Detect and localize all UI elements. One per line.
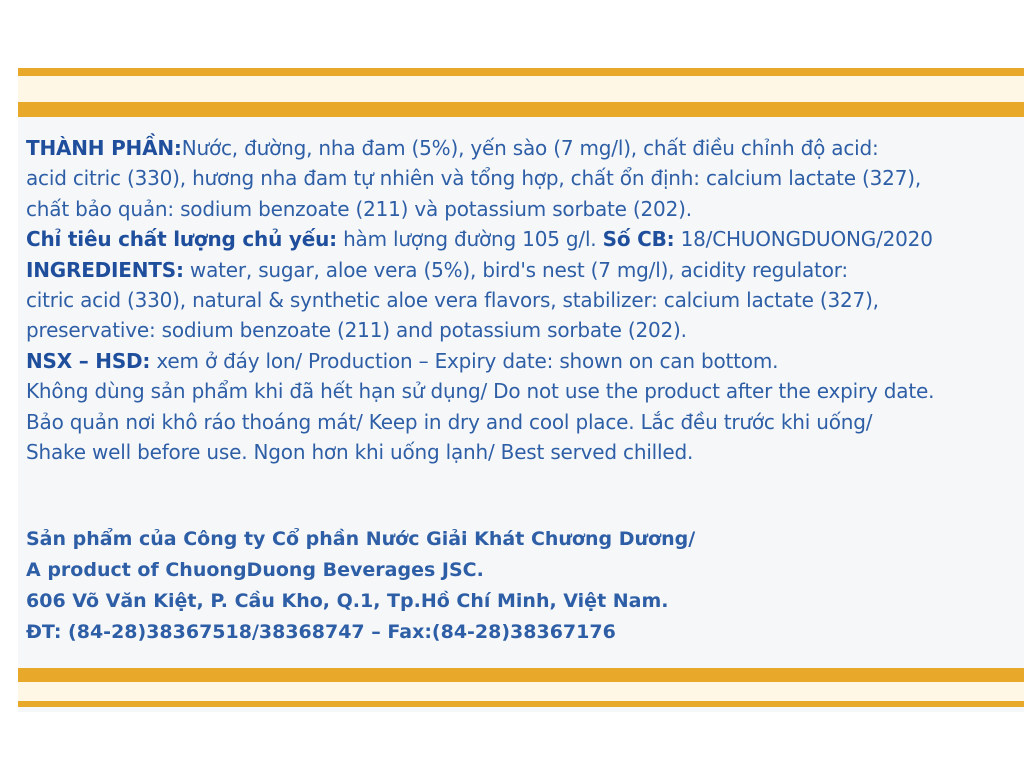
ingredients-vi-heading: THÀNH PHẦN:	[26, 136, 182, 160]
top-thin-stripe	[18, 68, 1024, 76]
dates-text: xem ở đáy lon/ Production – Expiry date: shown on can bottom.	[150, 348, 779, 373]
dates-line	[26, 346, 1016, 376]
cb-heading: Số CB:	[602, 227, 675, 252]
product-label	[18, 68, 1024, 712]
ingredients-vi-line-3: chất bảo quản: sodium benzoate (211) và potassium sorbate (202).	[26, 196, 692, 221]
quality-line	[26, 224, 1016, 254]
company-line-1: Sản phẩm của Công ty Cổ phần Nước Giải Khát Chương Dương/	[26, 528, 696, 550]
cb-value: 18/CHUONGDUONG/2020	[674, 227, 933, 252]
company-phone-fax: ĐT: (84-28)38367518/38368747 – Fax:(84-28)38367176	[26, 621, 616, 643]
ingredients-en-text-1: water, sugar, aloe vera (5%), bird's nest (7 mg/l), acidity regulator:	[183, 257, 848, 282]
top-thick-stripe	[18, 102, 1024, 117]
usage-line-2: Bảo quản nơi khô ráo thoáng mát/ Keep in dry and cool place. Lắc đều trước khi uống/	[26, 409, 873, 434]
ingredients-en-heading: INGREDIENTS:	[26, 257, 184, 282]
quality-heading: Chỉ tiêu chất lượng chủ yếu:	[26, 227, 337, 252]
bottom-pale-band	[18, 682, 1024, 701]
bottom-thick-stripe	[18, 668, 1024, 682]
usage-line-3: Shake well before use. Ngon hơn khi uống lạnh/ Best served chilled.	[26, 439, 694, 464]
ingredients-en-line-2: citric acid (330), natural & synthetic aloe vera flavors, stabilizer: calcium lactate (327),	[26, 287, 879, 312]
ingredients-vi-line-2: acid citric (330), hương nha đam tự nhiên và tổng hợp, chất ổn định: calcium lactate (327),	[26, 166, 921, 191]
label-text-block	[26, 133, 1016, 467]
ingredients-en-line-3: preservative: sodium benzoate (211) and potassium sorbate (202).	[26, 318, 687, 343]
usage-line-1: Không dùng sản phẩm khi đã hết hạn sử dụng/ Do not use the product after the expiry date.	[26, 379, 935, 404]
top-pale-band	[18, 76, 1024, 102]
company-line-2: A product of ChuongDuong Beverages JSC.	[26, 559, 484, 581]
quality-text: hàm lượng đường 105 g/l.	[336, 227, 603, 252]
company-block	[26, 524, 695, 648]
dates-heading: NSX – HSD:	[26, 348, 151, 373]
ingredients-vi-text-1: Nước, đường, nha đam (5%), yến sào (7 mg/l), chất điều chỉnh độ acid:	[181, 136, 879, 160]
ingredients-vi-line-1	[26, 133, 1016, 163]
ingredients-en-line-1	[26, 255, 1016, 285]
company-address: 606 Võ Văn Kiệt, P. Cầu Kho, Q.1, Tp.Hồ Chí Minh, Việt Nam.	[26, 590, 669, 612]
bottom-thin-stripe	[18, 701, 1024, 707]
